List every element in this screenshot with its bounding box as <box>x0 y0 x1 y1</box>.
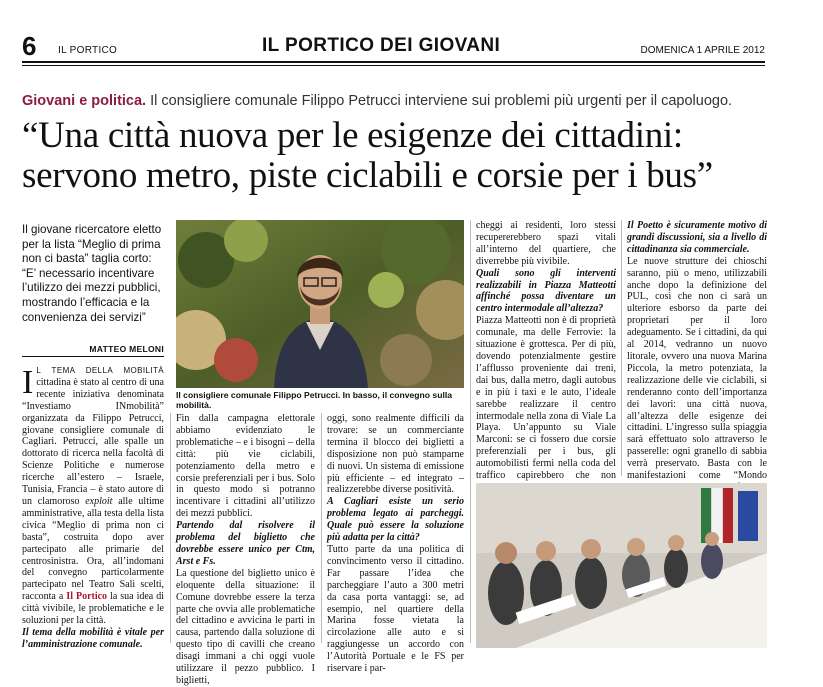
col3-answer-1: oggi, sono realmente difficili da trovare: se un commerciante termina il blocco dei biglietti a disposizione non può stamparne di nuovi. Un sistema di emissione più efficiente – ed integrato – realizzerebbe diverse positività. <box>327 413 464 496</box>
page-header-title: IL PORTICO DEI GIOVANI <box>262 35 501 56</box>
question-1: Il tema della mobilità è vitale per l’amministrazione comunale. <box>22 626 164 650</box>
col1-text-a: cittadina è stato al centro di una recente iniziativa denominata “Investiamo INmobilità” organizzata da Filippo Petrucci, giovane consigliere comunale di Cagliari. Petrucci, alle spalle un dottorato di ricerca nella facoltà di Scienze Politiche e numerose ricerche all’estero – Israele, Tunisia, Francia – è stato autore di un clamoroso <box>22 376 164 507</box>
header-rule-thin <box>22 65 765 66</box>
col2-answer-2: La questione del biglietto unico è eloquente della situazione: il Comune dovrebbe essere la terza parte che ovvia alle problematiche del cittadino e avvicina le parti in causa, partendo dalla soluzione di questo tipo di cavilli che creano disagi immani a chi oggi vuole utilizzare il pezzo pubblico. I biglietti, <box>176 567 315 686</box>
question-4: Quali sono gli interventi realizzabili in Piazza Matteotti affinché possa diventare un centro intermodale all’altezza? <box>476 267 616 315</box>
article-column-1 <box>22 365 164 651</box>
photo-caption: Il consigliere comunale Filippo Petrucci. In basso, il convegno sulla mobilità. <box>176 390 453 410</box>
col1-text-c: la sua idea di città vivibile, le problematiche e le soluzioni per la città. <box>22 591 165 627</box>
headline-line-2: servono metro, piste ciclabili e corsie per i bus” <box>22 155 713 196</box>
byline: MATTEO MELONI <box>89 344 164 354</box>
question-3: A Cagliari esiste un serio problema legato ai parcheggi. Quale può essere la soluzione più adatta per la città? <box>327 496 464 544</box>
col1-paper-name: Il Portico <box>66 591 108 603</box>
kicker-category: Giovani e politica. <box>22 93 147 109</box>
drop-cap: I <box>22 364 34 401</box>
article-column-4 <box>476 220 616 506</box>
lead-paragraph: Il giovane ricercatore eletto per la lista “Meglio di prima non ci basta” taglia corto: “E’ necessario incentivare l’utilizzo dei mezzi pubblici, mostrando l’efficacia e la convenienza dei servizi” <box>22 223 162 324</box>
article-column-5 <box>627 220 767 506</box>
column-divider <box>321 413 322 643</box>
column-divider <box>170 413 171 643</box>
column-divider <box>470 220 471 643</box>
col1-text-b: alle ultime amministrative, alla testa della lista civica “Meglio di prima non ci basta”, costruita dopo aver partecipato alle primarie del centrosinistra. Ora, all’indomani del convegno particolarmente partecipato nel Teatro Sali scelti, racconta a <box>22 495 164 603</box>
col3-answer-2: Tutto parte da una politica di convincimento verso il cittadino. Far passare l’idea che parcheggiare l’auto a 300 metri da casa porta vantaggi: se, ad esempio, nel quartiere della Marina fosse vietata la circolazione alle auto e si raggiungesse un accordo con l’Autorità Portuale e le FS per riservare i par- <box>327 543 464 675</box>
issue-date: DOMENICA 1 APRILE 2012 <box>640 45 765 56</box>
col5-answer: Le nuove strutture dei chioschi saranno, più o meno, utilizzabili anche dopo la definizione del PUL, così che non ci sarà un ulteriore esborso da parte dei proprietari per il loro adeguamento. Se i cittadini, da qui al 2014, vedranno un nuovo litorale, ovvero una nuova Marina Piccola, la metro potenziata, la realizzazione delle vie ciclabili, si renderanno conto dell’importanza dei lavori: una città nuova, all’altezza delle esigenze dei cittadini. L’ingresso sulla spiaggia sarà effettuato solo attraverso le passerelle: ogni granello di sabbia verrà preservato. Basta con le manifestazioni come “Mondo <box>627 255 767 482</box>
col4-answer-2: Piazza Matteotti non è di proprietà comunale, ma delle Ferrovie: la situazione è grottesca. Per di più, dovendo potenzialmente gestire l’afflusso proveniente dai treni, dai bus, dalla metro, dagli autobus e in più i taxi e le auto, l’ideale sarebbe realizzare il centro intermodale nella zona di Viale La Playa. Un’appunto su Viale Marconi: se ci fossero due corsie preferenziali per i bus, gli automobilisti fermi nella coda del traffico capirebbero che non <box>476 315 616 482</box>
page-number: 6 <box>22 31 37 61</box>
question-5: Il Poetto è sicuramente motivo di grandi discussioni, sia a livello di cittadinanza sia commerciale. <box>627 220 767 255</box>
col2-answer-1: Fin dalla campagna elettorale abbiamo evidenziato le problematiche – e i bisogni – della città: più vie ciclabili, potenziamento della metro e corsie preferenziali per i bus. Solo in questo modo si potranno incentivare i cittadini all’utilizzo dei mezzi pubblici. <box>176 413 315 520</box>
headline <box>22 116 782 196</box>
header-rule <box>22 61 765 63</box>
opening-smallcaps: L TEMA DELLA MOBILITÀ <box>36 366 164 375</box>
question-2: Partendo dal risolvere il problema del biglietto che dovrebbe essere unico per Ctm, Arst e Fs. <box>176 520 315 567</box>
section-label: IL PORTICO <box>58 45 118 56</box>
col4-answer-1: cheggi ai residenti, loro stessi recupererebbero spazi vitali all’interno del quartiere, che diverrebbe più vivibile. <box>476 220 616 267</box>
byline-rule <box>22 356 164 357</box>
conference-photo <box>476 483 767 648</box>
headline-line-1: “Una città nuova per le esigenze dei cittadini: <box>22 115 683 156</box>
article-column-3 <box>327 413 464 675</box>
portrait-photo <box>176 220 464 388</box>
col1-exploit: exploit <box>85 495 113 507</box>
article-column-2 <box>176 413 315 687</box>
kicker-text: Il consigliere comunale Filippo Petrucci interviene sui problemi più urgenti per il capoluogo. <box>150 93 733 109</box>
column-divider <box>621 220 622 476</box>
kicker <box>22 93 732 109</box>
